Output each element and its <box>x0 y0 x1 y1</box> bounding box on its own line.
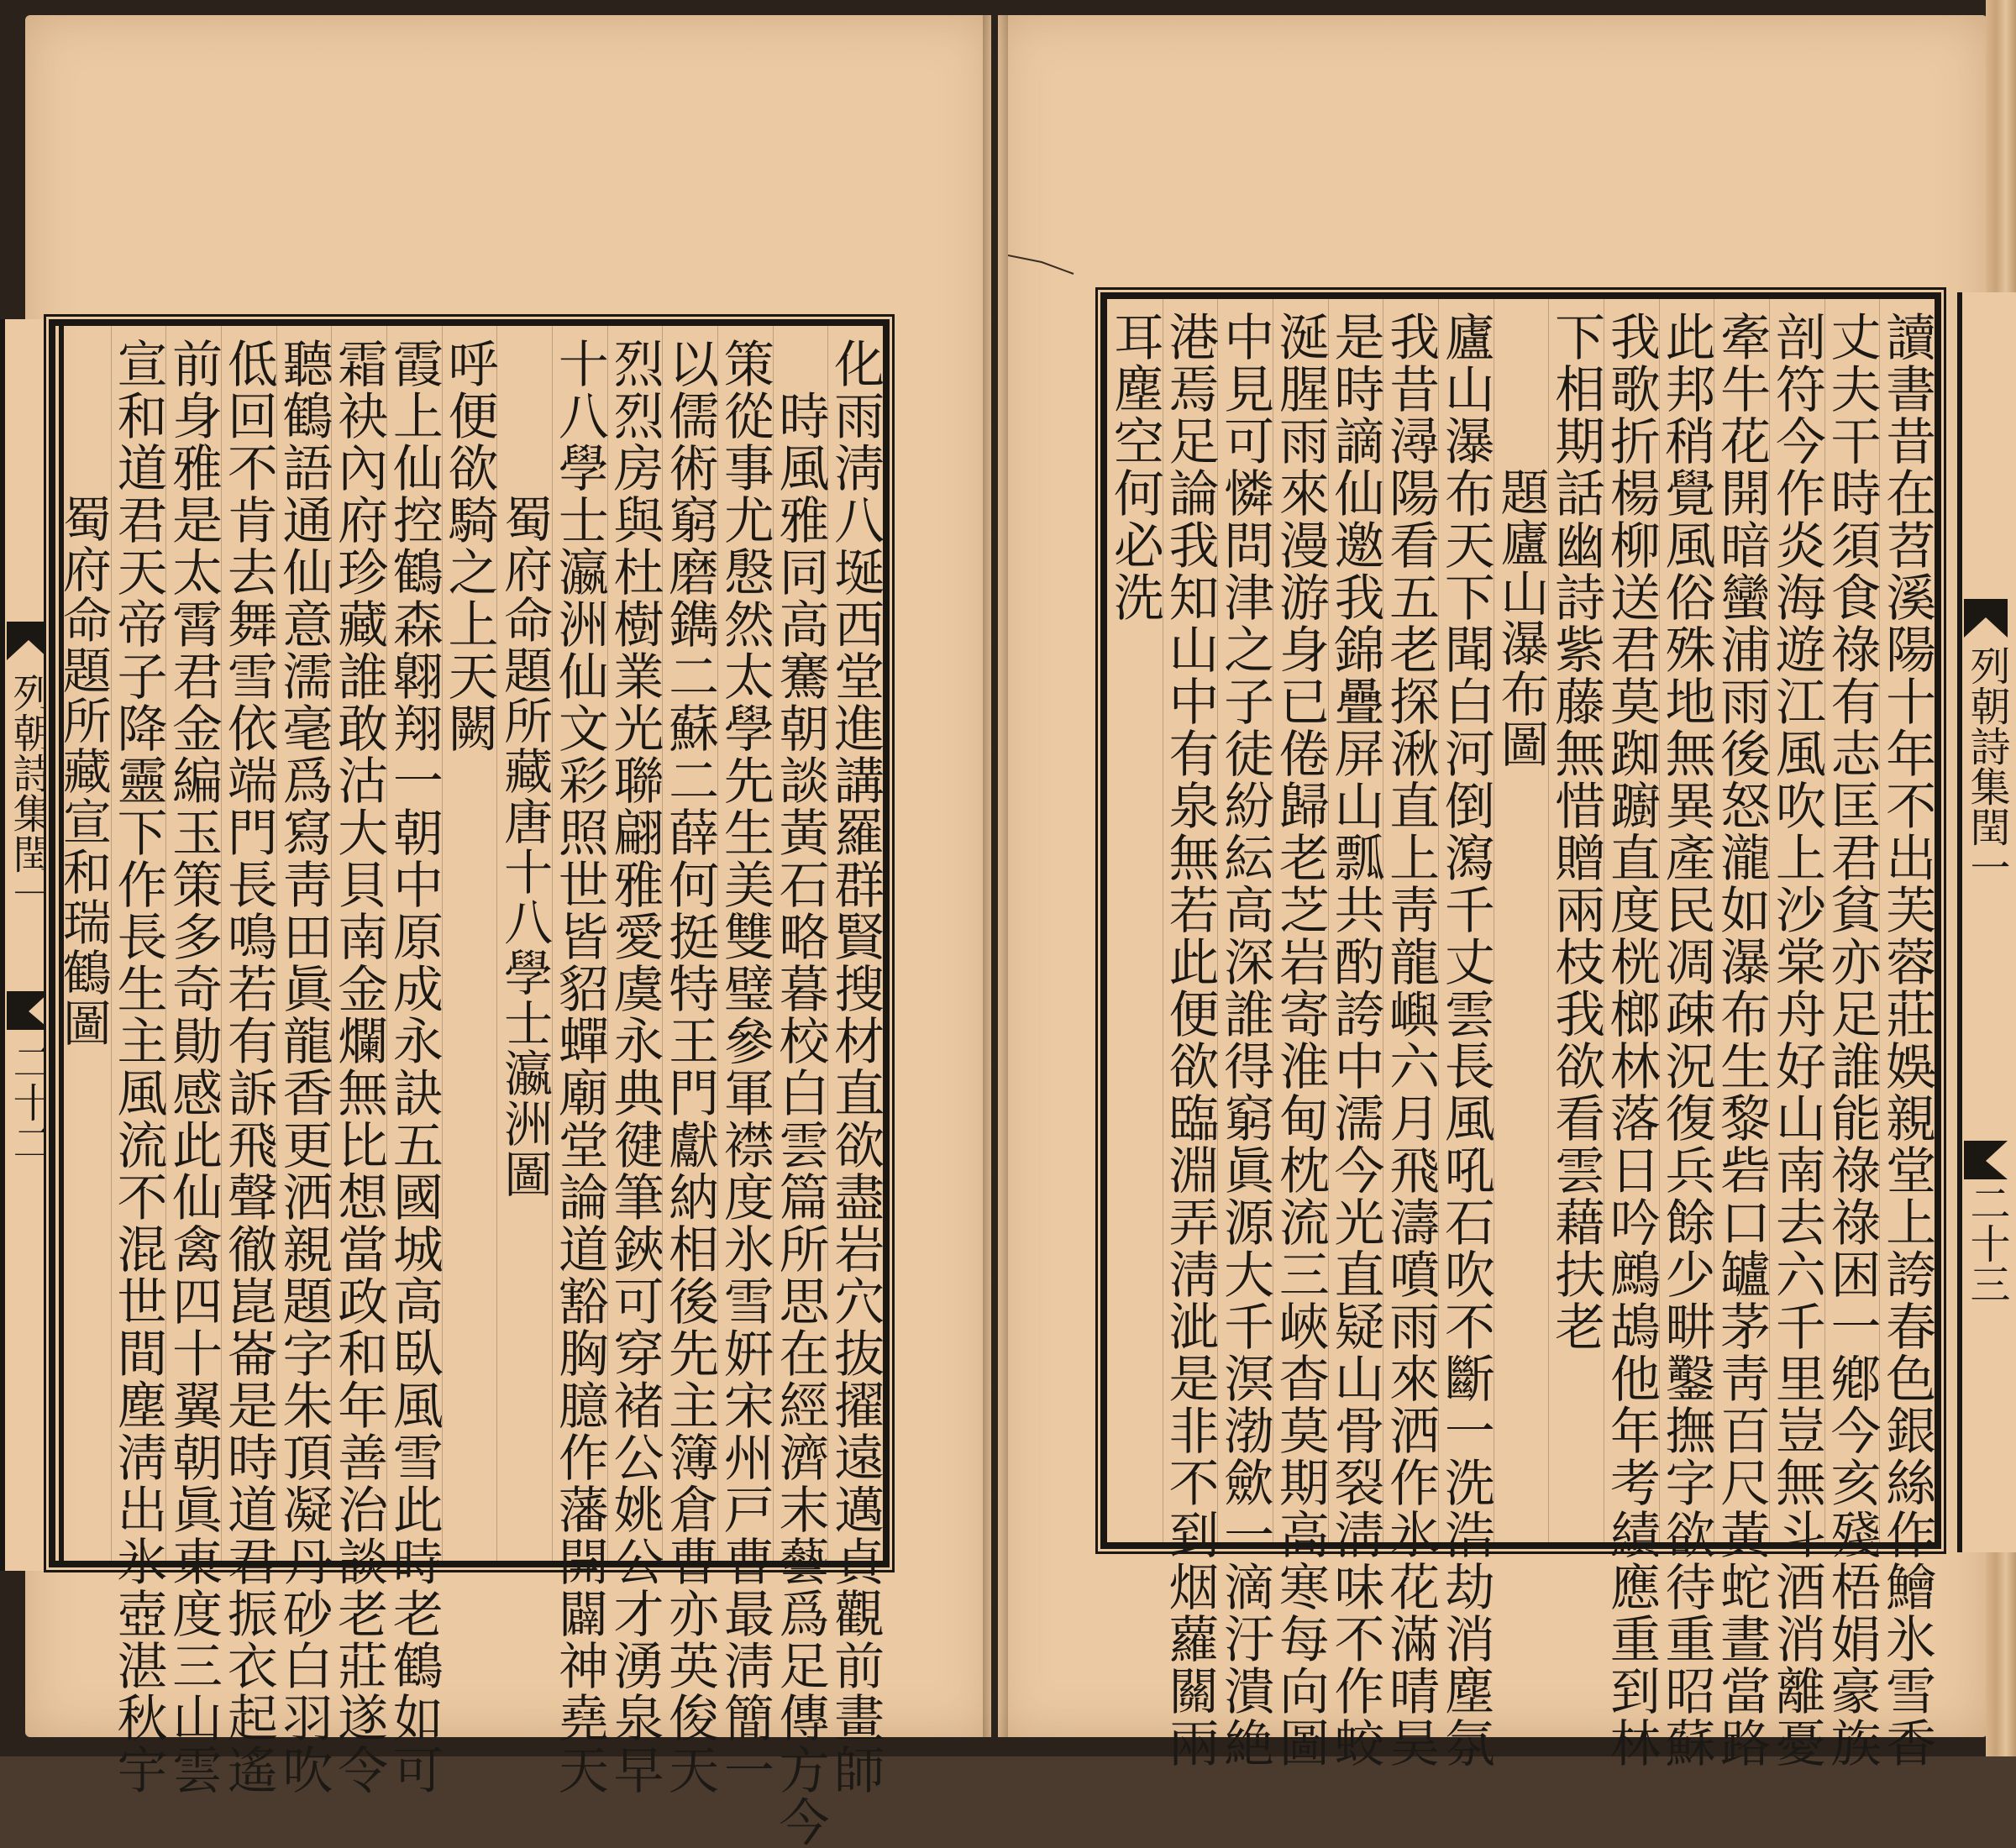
right-fold-margin <box>1957 292 2016 1552</box>
poem-title-column: 題廬山瀑布圖 <box>1492 467 1550 769</box>
right-text-frame <box>1100 292 1941 1769</box>
column-rule <box>165 326 166 1561</box>
text-column: 呼便欲騎之上天闕 <box>439 338 499 754</box>
column-rule <box>1824 299 1825 1542</box>
text-column: 霜袂內府珍藏誰敢沽大貝南金爛無比想當政和年善治談老莊遂令 <box>329 338 389 1796</box>
text-column: 低回不肯去舞雪依端門長鳴若有訴飛聲徹崑崙是時道君振衣起遙 <box>218 338 278 1796</box>
column-rule <box>662 326 663 1561</box>
text-column: 耳塵空何必洗 <box>1105 311 1164 623</box>
column-rule <box>1769 299 1770 1542</box>
text-column: 下相期話幽詩紫藤無惜贈兩枝我欲看雲藉扶老 <box>1546 311 1606 1352</box>
column-rule <box>221 326 222 1561</box>
column-rule <box>442 326 443 1561</box>
column-rule <box>496 326 497 1561</box>
fish-tail-mark-icon <box>7 991 50 1030</box>
column-rule <box>1548 299 1549 1542</box>
text-column: 烈烈房與杜樹業光聯翩雅愛虞永典徤筆鋏可穿褚公姚公才湧泉早 <box>605 338 664 1796</box>
left-banxin-title: 列朝詩集閏一 <box>6 672 53 914</box>
text-column: 丈夫干時須食祿有志匡君貧亦足誰能祿祿困一鄕今亥殘梧娟豪族 <box>1822 311 1882 1769</box>
text-column: 是時謫仙邀我錦疊屏山瓢共酌誇中濡今光直疑山骨裂淸味不作蛟 <box>1326 311 1385 1769</box>
text-column: 我歌折楊柳送君莫踟躕直度桄榔林落日吟鷓鴣他年考績應重到林 <box>1601 311 1661 1769</box>
text-column: 我昔潯陽看五老探湫直上靑龍嶼六月飛濤噴雨來洒作氷花滿晴昊 <box>1381 311 1441 1769</box>
fish-tail-mark-icon <box>7 622 50 660</box>
text-column: 讀書昔在苕溪陽十年不出芙蓉莊娛親堂上誇春色銀絲作鱠氷雪香 <box>1877 311 1937 1769</box>
text-column: 霞上仙控鶴森翺翔一朝中原成永訣五國城高臥風雪此時老鶴如可 <box>384 338 444 1796</box>
text-column: 前身雅是太霄君金編玉策多奇勛感此仙禽四十翼朝眞東度三山雲 <box>164 338 223 1796</box>
text-column: 宣和道君天帝子降靈下作長生主風流不混世間塵淸出氷壺湛秋宇 <box>108 338 168 1796</box>
paper-crease <box>1008 252 1075 277</box>
text-column: 此邦稍覺風俗殊地無異產民凋疎況復兵餘少畊鑿撫字欲待重昭蘇 <box>1656 311 1716 1769</box>
text-column: 策從事尤慇然太學先生美雙璧參軍襟度氷雪姸宋州戸曹最淸簡一 <box>715 338 774 1796</box>
column-rule <box>1879 299 1880 1542</box>
right-banxin-folio: 二十三 <box>1963 1183 2010 1304</box>
text-column: 廬山瀑布天下聞白河倒瀉千丈雲長風吼石吹不斷一洗浩劫消塵氛 <box>1436 311 1495 1769</box>
text-column: 牽牛花開暗蠻浦雨後怒瀧如瀑布生黎砦口罏茅靑百尺黃蛇晝當路 <box>1712 311 1772 1769</box>
text-column: 時風雅同高騫朝談黃石略暮校白雲篇所思在經濟末藝爲足傳方今 <box>770 390 830 1848</box>
book-gutter <box>983 15 1008 1737</box>
text-column: 中見可憐問津之子徒紛紜高深誰得窮眞源大千溟渤歛一滴汙潰絶 <box>1215 311 1275 1769</box>
fish-tail-mark-icon <box>1964 1141 2008 1179</box>
column-rule <box>386 326 387 1561</box>
poem-title-column: 蜀府命題所藏唐十八學士瀛洲圖 <box>496 494 554 1200</box>
text-column: 聽鶴語通仙意濡毫爲寫靑田眞龍香更洒親題字朱頂凝丹砂白羽吹 <box>274 338 333 1796</box>
column-rule <box>331 326 332 1561</box>
text-column: 十八學士瀛洲仙文彩照世皆貂蟬廟堂論道豁胸臆作藩開闢神堯天 <box>549 338 609 1796</box>
right-banxin-title: 列朝詩集閏一 <box>1963 645 2010 887</box>
column-rule <box>111 326 112 1561</box>
fish-tail-mark-icon <box>1964 599 2008 638</box>
column-rule <box>1438 299 1439 1542</box>
column-rule <box>717 326 718 1561</box>
text-column: 港焉足論我知山中有泉無若此便欲臨淵弄淸泚是非不到烟蘿關兩 <box>1160 311 1220 1769</box>
column-rule <box>607 326 608 1561</box>
text-column: 化雨淸八埏西堂進講羅群賢搜材直欲盡岩穴抜擢遠邁貞觀前畫師 <box>826 338 885 1796</box>
poem-title-column: 蜀府命題所藏宣和瑞鶴圖 <box>54 494 112 1048</box>
left-text-frame <box>49 319 890 1848</box>
text-column: 剖符今作炎海遊江風吹上沙棠舟好山南去六千里豈無斗酒消離憂 <box>1767 311 1826 1769</box>
column-rule <box>552 326 553 1561</box>
column-rule <box>773 326 774 1561</box>
column-rule <box>827 326 828 1561</box>
text-column: 涎腥雨來漫游身已倦歸老芝岩寄淮甸枕流三峽杳莫期高寒每向圖 <box>1270 311 1330 1769</box>
column-rule <box>1659 299 1660 1542</box>
column-rule <box>1328 299 1329 1542</box>
column-rule <box>276 326 277 1561</box>
column-rule <box>1217 299 1218 1542</box>
left-banxin-folio: 二十二 <box>6 1042 53 1163</box>
text-column: 以儒術窮磨鐫二蘇二薛何挺特王門獻納相後先主簿倉曹亦英俊天 <box>660 338 720 1796</box>
